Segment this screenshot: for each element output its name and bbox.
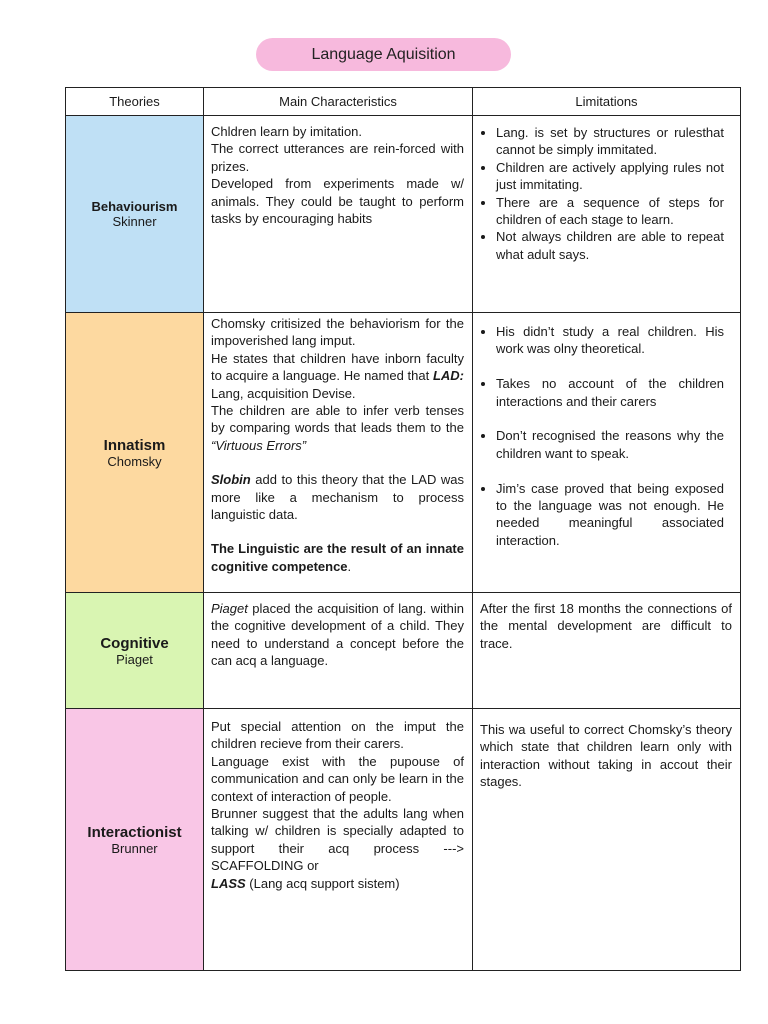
list-item: • Lang. is set by structures or rulesthat cannot be simply immitated. [496,124,724,159]
header-row [66,88,741,116]
list-item: • Jim’s case proved that being exposed to the language was not enough. He needed meaningful associated interaction. [496,480,724,550]
theory-author: Piaget [116,651,153,667]
main-cell-innatism [204,313,473,593]
main-text: Language exist with the pupouse of communication and can only be learn in the context of interaction of people. [211,753,464,804]
main-text: Brunner suggest that the adults lang when talking w/ children is specially adapted to support their acq process ---> SCAFFOLDING or [211,806,464,874]
main-cell-interactionist [204,709,473,971]
header-theories: Theories [66,88,204,116]
main-text: The children are able to infer verb tenses by comparing words that leads them to the “Virtuous Errors” [211,403,464,453]
main-text: The correct utterances are rein-forced with prizes. [211,141,464,174]
list-item: • Children are actively applying rules not just immitating. [496,159,724,194]
table-row-cognitive [66,593,741,709]
main-text: LASS (Lang acq support sistem) [211,875,400,891]
theory-cell-interactionist [66,709,204,971]
limitations-cell-innatism [473,313,741,593]
limitations-list [473,313,740,549]
main-text: Chomsky critisized the behaviorism for the impoverished lang imput. [211,316,464,349]
page-title-pill [256,38,511,71]
limitations-cell-behaviourism [473,116,741,313]
list-item: • His didn’t study a real children. His work was olny theoretical. [496,323,724,358]
main-text: Put special attention on the imput the children recieve from their carers. [211,719,464,752]
table-row-behaviourism [66,116,741,313]
main-text: Chldren learn by imitation. [211,124,363,139]
list-item: • Don’t recognised the reasons why the children want to speak. [496,427,724,462]
theory-cell-cognitive [66,593,204,709]
header-limitations: Limitations [473,88,741,116]
limitations-cell-cognitive [473,593,741,709]
virtuous-errors-term: “Virtuous Errors” [211,437,307,453]
main-text: Slobin add to this theory that the LAD was more like a mechanism to process languistic data. [211,472,464,523]
theory-name: Behaviourism [91,199,178,214]
theory-cell-behaviourism [66,116,204,313]
theory-author: Brunner [111,840,158,856]
theory-cell-innatism [66,313,204,593]
theory-name: Cognitive [100,634,169,652]
main-text: The Linguistic are the result of an innate cognitive competence. [211,541,464,574]
lad-term: LAD: [432,368,464,384]
theory-author: Chomsky [107,453,162,469]
theory-author: Skinner [112,214,157,229]
piaget-term: Piaget [211,601,248,616]
slobin-term: Slobin [211,472,251,488]
list-item: • Not always children are able to repeat what adult says. [496,228,724,263]
theories-table [65,87,741,971]
list-item: • There are a sequence of steps for children of each stage to learn. [496,194,724,229]
main-cell-behaviourism [204,116,473,313]
limitations-text: After the first 18 months the connections of the mental development are difficult to trace. [480,601,732,651]
main-text: He states that children have inborn faculty to acquire a language. He named that LAD: Lang, acquisition Devise. [211,350,464,401]
limitations-text: This wa useful to correct Chomsky’s theory which state that children learn only with interaction without taking in accout their stages. [480,722,732,790]
list-item: • Takes no account of the children interactions and their carers [496,375,724,410]
limitations-list [473,116,740,263]
limitations-cell-interactionist [473,709,741,971]
table-row-interactionist [66,709,741,971]
theory-name: Innatism [103,436,166,454]
theory-name: Interactionist [87,823,182,841]
header-main-characteristics: Main Characteristics [204,88,473,116]
main-cell-cognitive [204,593,473,709]
table-row-innatism [66,313,741,593]
page-title: Language Aquisition [311,45,456,63]
main-text: Piaget placed the acquisition of lang. within the cognitive development of a child. They need to understand a concept before the can acq a language. [211,601,464,669]
lass-term: LASS [211,875,246,891]
main-text: Developed from experiments made w/ animals. They could be taught to perform tasks by encouraging habits [211,176,464,227]
